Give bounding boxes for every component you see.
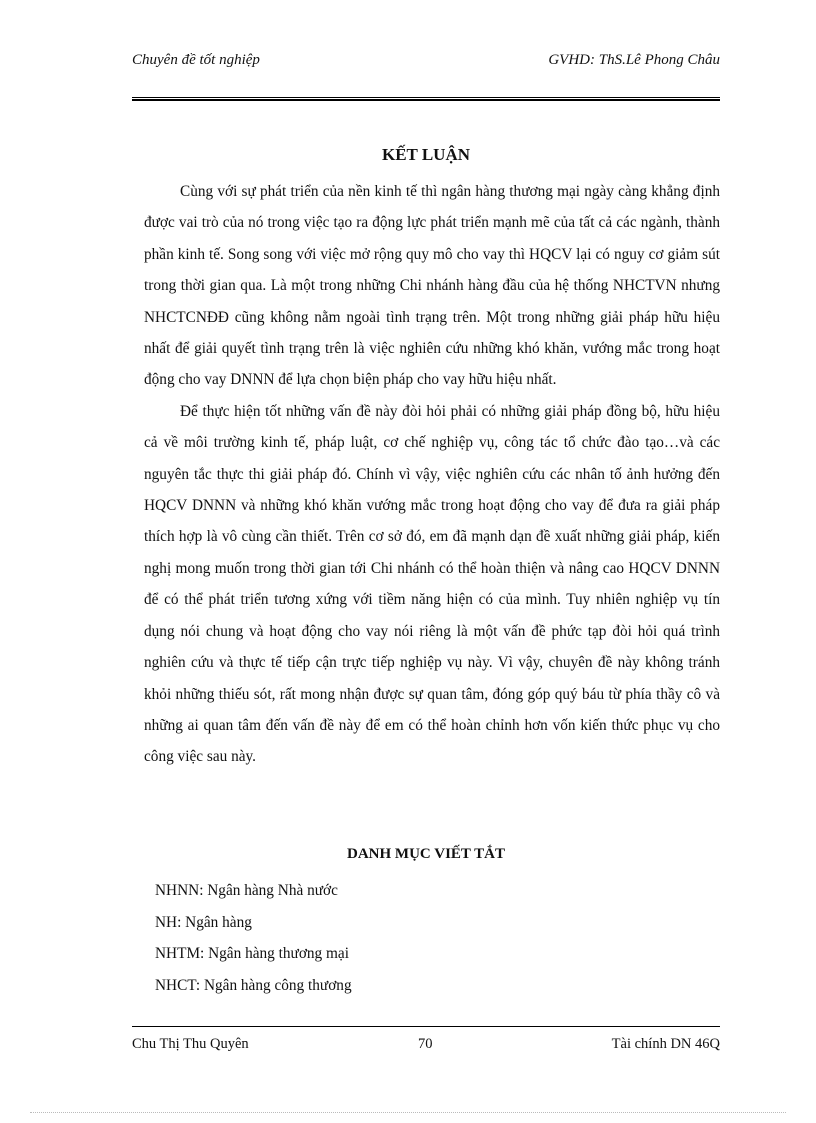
abbreviations-list [155, 875, 352, 1001]
footer-author: Chu Thị Thu Quyên [132, 1036, 249, 1052]
page-number: 70 [418, 1036, 433, 1052]
footer-rule [132, 1026, 720, 1027]
header-rule-thick [132, 99, 720, 101]
abbreviations-title: DANH MỤC VIẾT TẮT [347, 846, 505, 862]
page-edge-divider [30, 1112, 786, 1113]
abbreviation-item: NHTM: Ngân hàng thương mại [155, 945, 349, 962]
paragraph-2: Để thực hiện tốt những vấn đề này đòi hỏi phải có những giải pháp đồng bộ, hữu hiệu cả về môi trường kinh tế, pháp luật, cơ chế nghiệp vụ, công tác tổ chức đào tạo…và các nguyên tắc thực thi giải pháp đó. Chính vì vậy, việc nghiên cứu các nhân tố ảnh hưởng đến HQCV DNNN và những khó khăn vướng mắc trong hoạt động cho vay để đưa ra giải pháp thích hợp là vô cùng cần thiết. Trên cơ sở đó, em đã mạnh dạn đề xuất những giải pháp, kiến nghị mong muốn trong thời gian tới Chi nhánh có thể hoàn thiện và nâng cao HQCV DNNN để có thể phát triển tương xứng với tiềm năng hiện có của mình. Tuy nhiên nghiệp vụ tín dụng nói chung và hoạt động cho vay nói riêng là một vấn đề phức tạp đòi hỏi quá trình nghiên cứu và thực tế tiếp cận trực tiếp nghiệp vụ này. Vì vậy, chuyên đề này không tránh khỏi những thiếu sót, rất mong nhận được sự quan tâm, đóng góp quý báu từ phía thầy cô và những ai quan tâm đến vấn đề này để em có thể hoàn chỉnh hơn vốn kiến thức phục vụ cho công việc sau này. [144, 402, 720, 766]
header-right: GVHD: ThS.Lê Phong Châu [548, 52, 720, 68]
header-rule-thin [132, 97, 720, 98]
footer-class: Tài chính DN 46Q [611, 1036, 720, 1052]
conclusion-body [144, 176, 720, 773]
abbreviation-item: NHNN: Ngân hàng Nhà nước [155, 882, 338, 899]
page-title: KẾT LUẬN [381, 145, 470, 164]
abbreviation-item: NHCT: Ngân hàng công thương [155, 976, 352, 994]
paragraph-1: Cùng với sự phát triển của nền kinh tế thì ngân hàng thương mại ngày càng khẳng định được vai trò của nó trong việc tạo ra động lực phát triển mạnh mẽ của tất cả các ngành, thành phần kinh tế. Song song với việc mở rộng quy mô cho vay thì HQCV lại có nguy cơ giảm sút trong thời gian qua. Là một trong những Chi nhánh hàng đầu của hệ thống NHCTVN nhưng NHCTCNĐĐ cũng không nằm ngoài tình trạng trên. Một trong những giải pháp hữu hiệu nhất để giải quyết tình trạng trên là việc nghiên cứu những khó khăn, vướng mắc trong hoạt động cho vay DNNN để lựa chọn biện pháp cho vay hữu hiệu nhất. [144, 183, 720, 389]
abbreviation-item: NH: Ngân hàng [155, 913, 252, 931]
header-left: Chuyên đề tốt nghiệp [132, 52, 260, 68]
